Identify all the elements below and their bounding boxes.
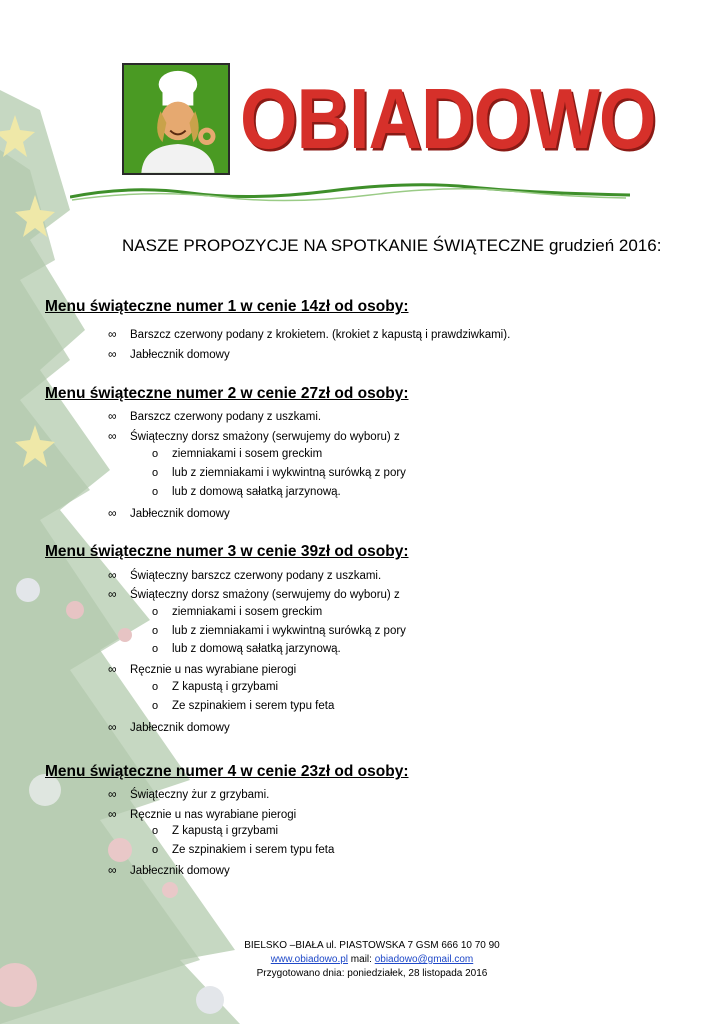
chef-logo-image xyxy=(122,63,230,175)
sub-list-item: o Z kapustą i grzybami xyxy=(152,681,279,693)
list-item: ∞ Barszcz czerwony podany z uszkami. xyxy=(108,409,322,423)
list-item: ∞ Barszcz czerwony podany z krokietem. (krokiet z kapustą i prawdziwkami). xyxy=(108,327,511,341)
menu-title-4: Menu świąteczne numer 4 w cenie 23zł od osoby: xyxy=(45,763,409,780)
list-item: ∞ Świąteczny dorsz smażony (serwujemy do wyboru) z xyxy=(108,429,400,443)
menu-title-2: Menu świąteczne numer 2 w cenie 27zł od osoby: xyxy=(45,385,409,402)
list-item: ∞ Świąteczny barszcz czerwony podany z uszkami. xyxy=(108,568,382,582)
sub-list-item: o Ze szpinakiem i serem typu feta xyxy=(152,844,335,856)
footer-prepared-date: Przygotowano dnia: poniedziałek, 28 listopada 2016 xyxy=(256,968,488,979)
page-headline: NASZE PROPOZYCJE NA SPOTKANIE ŚWIĄTECZNE grudzień 2016: xyxy=(122,236,662,255)
sub-list-item: o lub z domową sałatką jarzynową. xyxy=(152,643,341,655)
sub-list-item: o lub z ziemniakami i wykwintną surówką z pory xyxy=(152,625,406,637)
list-item: ∞ Jabłecznik domowy xyxy=(108,720,230,734)
menu-title-1: Menu świąteczne numer 1 w cenie 14zł od osoby: xyxy=(45,298,409,315)
brand-logo-text: OBIADOWO xyxy=(240,71,656,167)
sub-list-item: o ziemniakami i sosem greckim xyxy=(152,606,323,618)
chef-icon xyxy=(124,65,228,173)
footer-address: BIELSKO –BIAŁA ul. PIASTOWSKA 7 GSM 666 10 70 90 xyxy=(244,940,500,951)
list-item: ∞ Ręcznie u nas wyrabiane pierogi xyxy=(108,807,297,821)
email-link[interactable]: obiadowo@gmail.com xyxy=(374,954,474,965)
mail-label: mail: xyxy=(350,954,372,965)
list-item: ∞ Jabłecznik domowy xyxy=(108,347,230,361)
list-item: ∞ Świąteczny dorsz smażony (serwujemy do wyboru) z xyxy=(108,587,400,601)
sub-list-item: o lub z ziemniakami i wykwintną surówką z pory xyxy=(152,467,406,479)
sub-list-item: o Ze szpinakiem i serem typu feta xyxy=(152,700,335,712)
logo-swoosh-line xyxy=(70,175,630,215)
list-item: ∞ Ręcznie u nas wyrabiane pierogi xyxy=(108,662,297,676)
list-item: ∞ Świąteczny żur z grzybami. xyxy=(108,787,270,801)
menu-title-3: Menu świąteczne numer 3 w cenie 39zł od osoby: xyxy=(45,543,409,560)
footer-contact xyxy=(0,954,724,965)
website-link[interactable]: www.obiadowo.pl xyxy=(270,954,349,965)
list-item: ∞ Jabłecznik domowy xyxy=(108,506,230,520)
list-item: ∞ Jabłecznik domowy xyxy=(108,863,230,877)
sub-list-item: o Z kapustą i grzybami xyxy=(152,825,279,837)
sub-list-item: o lub z domową sałatką jarzynową. xyxy=(152,486,341,498)
sub-list-item: o ziemniakami i sosem greckim xyxy=(152,448,323,460)
